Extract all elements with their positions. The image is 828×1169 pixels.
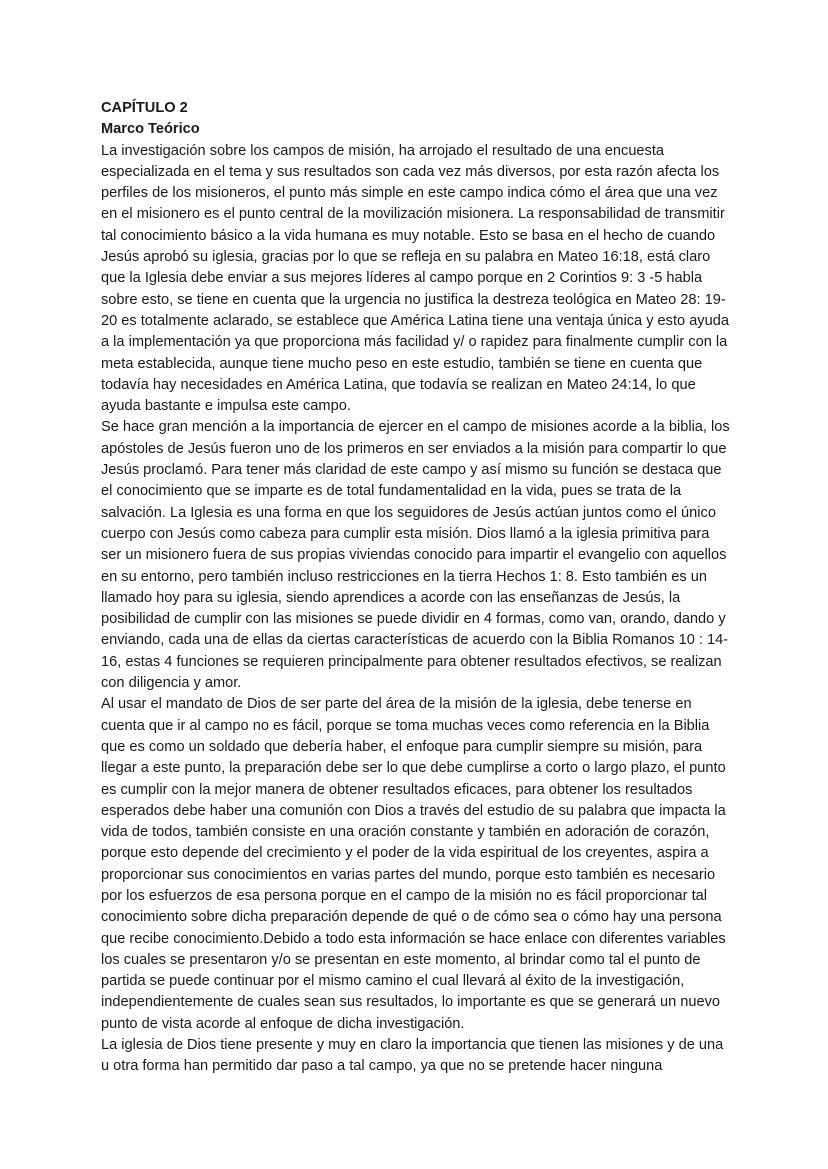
- paragraph-1: La investigación sobre los campos de misión, ha arrojado el resultado de una encuesta especializada en el tema y sus resultados son cada vez más diversos, por esta razón afecta los perfiles de los misioneros, el punto más simple en este campo indica cómo el área que una vez en el misionero es el punto central de la movilización misionera. La responsabilidad de transmitir tal conocimiento básico a la vida humana es muy notable. Esto se basa en el hecho de cuando Jesús aprobó su iglesia, gracias por lo que se refleja en su palabra en Mateo 16:18, está claro que la Iglesia debe enviar a sus mejores líderes al campo porque en 2 Corintios 9: 3 -5 habla sobre esto, se tiene en cuenta que la urgencia no justifica la destreza teológica en Mateo 28: 19-20 es totalmente aclarado, se establece que América Latina tiene una ventaja única y esto ayuda a la implementación ya que proporciona más facilidad y/ o rapidez para finalmente cumplir con la meta establecida, aunque tiene mucho peso en este estudio, también se tiene en cuenta que todavía hay necesidades en América Latina, que todavía se realizan en Mateo 24:14, lo que ayuda bastante e impulsa este campo.: [101, 142, 729, 415]
- section-title: Marco Teórico: [101, 121, 200, 138]
- chapter-label: CAPÍTULO 2: [101, 100, 188, 116]
- document-page: [101, 98, 731, 1078]
- paragraph-3: Al usar el mandato de Dios de ser parte del área de la misión de la iglesia, debe tenerse en cuenta que ir al campo no es fácil, porque se toma muchas veces como referencia en la Biblia que es como un soldado que debería haber, el enfoque para cumplir siempre su misión, para llegar a este punto, la preparación debe ser lo que debe cumplirse a corto o largo plazo, el punto es cumplir con la mejor manera de obtener resultados eficaces, para obtener los resultados esperados debe haber una comunión con Dios a través del estudio de su palabra que impacta la vida de todos, también consiste en una oración constante y también en adoración de corazón, porque esto depende del crecimiento y el poder de la vida espiritual de los creyentes, aspira a proporcionar sus conocimientos en varias partes del mundo, porque esto también es necesario por los esfuerzos de esa persona porque en el campo de la misión no es fácil proporcionar tal conocimiento sobre dicha preparación depende de qué o de cómo sea o cómo hay una persona que recibe conocimiento.Debido a todo esta información se hace enlace con diferentes variables los cuales se presentaron y/o se presentan en este momento, al brindar como tal el punto de partida se puede continuar por el mismo camino el cual llevará al éxito de la investigación, independientemente de cuales sean sus resultados, lo importante es que se generará un nuevo punto de vista acorde al enfoque de dicha investigación.: [101, 696, 726, 1032]
- paragraph-4: La iglesia de Dios tiene presente y muy en claro la importancia que tienen las misiones y de una u otra forma han permitido dar paso a tal campo, ya que no se pretende hacer ninguna: [101, 1037, 724, 1075]
- paragraph-2: Se hace gran mención a la importancia de ejercer en el campo de misiones acorde a la biblia, los apóstoles de Jesús fueron uno de los primeros en ser enviados a la misión para compartir lo que Jesús proclamó. Para tener más claridad de este campo y así mismo su función se destaca que el conocimiento que se imparte es de total fundamentalidad en la vida, pues se trata de la salvación. La Iglesia es una forma en que los seguidores de Jesús actúan juntos como el único cuerpo con Jesús como cabeza para cumplir esta misión. Dios llamó a la iglesia primitiva para ser un misionero fuera de sus propias viviendas conocido para impartir el evangelio con aquellos en su entorno, pero también incluso restricciones en la tierra Hechos 1: 8. Esto también es un llamado hoy para su iglesia, siendo aprendices a acorde con las enseñanzas de Jesús, la posibilidad de cumplir con las misiones se puede dividir en 4 formas, como van, orando, dando y enviando, cada una de ellas da ciertas características de acuerdo con la Biblia Romanos 10 : 14-16, estas 4 funciones se requieren principalmente para obtener resultados efectivos, se realizan con diligencia y amor.: [101, 419, 730, 692]
